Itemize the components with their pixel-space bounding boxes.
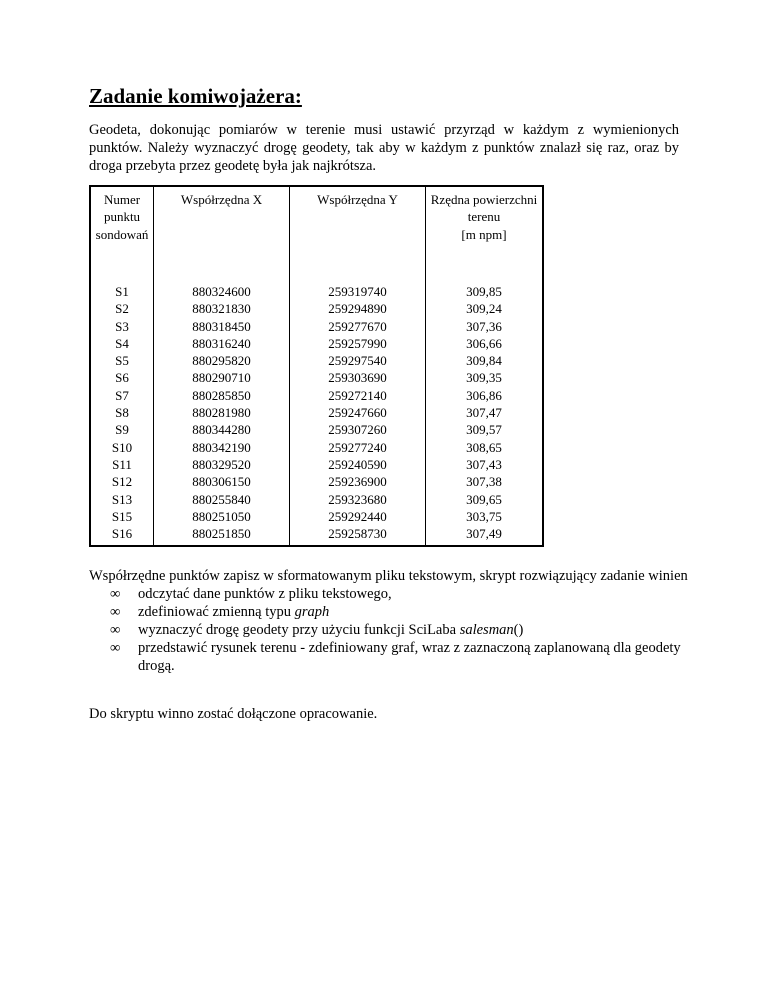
- table-header-row: [90, 186, 543, 283]
- cell-coord-x: 880329520: [192, 456, 251, 472]
- infinity-bullet-icon: ∞: [110, 604, 121, 620]
- cell-elevation: 309,65: [466, 491, 502, 507]
- requirement-item: [89, 585, 689, 603]
- cell-coord-y: 259257990: [328, 335, 387, 351]
- closing-note: Do skryptu winno zostać dołączone opracowanie.: [89, 706, 378, 722]
- cell-coord-x: 880344280: [192, 422, 251, 438]
- infinity-bullet-icon: ∞: [110, 586, 121, 602]
- cell-point-id: S1: [115, 284, 129, 299]
- header-point-number: Numer punktu sondowań: [90, 186, 154, 283]
- cell-coord-x: 880281980: [192, 405, 251, 421]
- page-title: Zadanie komiwojażera:: [89, 84, 302, 108]
- requirement-text: zdefiniować zmienną typu: [138, 604, 295, 620]
- cell-coord-y: 259236900: [328, 474, 387, 490]
- cell-elevation: 309,85: [466, 284, 502, 299]
- cell-coord-x: 880318450: [192, 318, 251, 334]
- requirement-text: odczytać dane punktów z pliku tekstowego,: [138, 586, 392, 602]
- intro-paragraph: Geodeta, dokonując pomiarów w terenie musi ustawić przyrząd w każdym z wymienionych punktów. Należy wyznaczyć drogę geodety, tak aby w każdym z punktów znalazł się raz, oraz by droga przebyta przez geodetę była jak najkrótsza.: [89, 122, 679, 174]
- cell-coord-x: 880255840: [192, 491, 251, 507]
- cell-elevation: 309,35: [466, 370, 502, 386]
- table-bottom-spacer: [90, 542, 543, 546]
- cell-point-id: S16: [111, 526, 133, 542]
- cell-elevation: 306,86: [466, 387, 502, 403]
- requirements-list: [89, 585, 689, 675]
- cell-point-id: S8: [115, 405, 129, 421]
- cell-coord-x: 880285850: [192, 387, 251, 403]
- cell-point-id: S3: [115, 318, 129, 334]
- requirement-emphasis: graph: [294, 604, 330, 620]
- cell-point-id: S2: [115, 301, 129, 317]
- cell-point-id: S11: [112, 456, 132, 472]
- cell-point-id: S9: [115, 422, 129, 438]
- requirement-tail: (): [513, 622, 524, 638]
- cell-elevation: 309,57: [466, 422, 502, 438]
- cell-coord-y: 259319740: [328, 284, 387, 299]
- cell-point-id: S12: [111, 474, 133, 490]
- cell-point-id: S10: [111, 439, 133, 455]
- requirement-emphasis: salesman: [459, 622, 514, 638]
- requirement-text: wyznaczyć drogę geodety przy użyciu funkcji SciLaba: [138, 622, 460, 638]
- cell-point-id: S13: [111, 491, 133, 507]
- cell-elevation: 309,24: [466, 301, 502, 317]
- infinity-bullet-icon: ∞: [110, 622, 121, 638]
- requirements-section: [89, 567, 689, 675]
- cell-point-id: S5: [115, 353, 129, 369]
- cell-coord-x: 880290710: [192, 370, 251, 386]
- cell-elevation: 307,38: [466, 474, 502, 490]
- table-body: [90, 283, 543, 542]
- cell-elevation: 303,75: [466, 508, 502, 524]
- cell-point-id: S15: [111, 508, 133, 524]
- requirements-lead: Współrzędne punktów zapisz w sformatowanym pliku tekstowym, skrypt rozwiązujący zadanie winien: [89, 568, 688, 584]
- header-coord-y: Współrzędna Y: [290, 186, 426, 283]
- cell-elevation: 307,47: [466, 405, 502, 421]
- cell-coord-x: 880316240: [192, 335, 251, 351]
- cell-elevation: 307,43: [466, 456, 502, 472]
- cell-coord-y: 259247660: [328, 405, 387, 421]
- cell-coord-x: 880306150: [192, 474, 251, 490]
- cell-elevation: 307,36: [466, 318, 502, 334]
- requirement-text: przedstawić rysunek terenu - zdefiniowany graf, wraz z zaznaczoną zaplanowaną dla geodety drogą.: [138, 640, 681, 674]
- cell-coord-y: 259297540: [328, 353, 387, 369]
- cell-coord-y: 259294890: [328, 301, 387, 317]
- column-coord-y: [290, 283, 426, 542]
- infinity-bullet-icon: ∞: [110, 640, 121, 656]
- cell-point-id: S4: [115, 335, 129, 351]
- cell-coord-y: 259292440: [328, 508, 387, 524]
- column-point-ids: [90, 283, 154, 542]
- cell-coord-y: 259272140: [328, 387, 387, 403]
- cell-elevation: 306,66: [466, 335, 502, 351]
- header-coord-x: Współrzędna X: [154, 186, 290, 283]
- cell-coord-y: 259240590: [328, 456, 387, 472]
- cell-coord-y: 259277240: [328, 439, 387, 455]
- requirement-item: [89, 639, 689, 675]
- requirement-item: [89, 621, 689, 639]
- cell-coord-y: 259307260: [328, 422, 387, 438]
- cell-point-id: S7: [115, 387, 129, 403]
- cell-coord-x: 880342190: [192, 439, 251, 455]
- cell-coord-x: 880295820: [192, 353, 251, 369]
- cell-coord-y: 259323680: [328, 491, 387, 507]
- cell-elevation: 307,49: [466, 526, 502, 542]
- column-elevation: [426, 283, 544, 542]
- cell-elevation: 308,65: [466, 439, 502, 455]
- cell-coord-x: 880251850: [192, 526, 251, 542]
- cell-elevation: 309,84: [466, 353, 502, 369]
- cell-point-id: S6: [115, 370, 129, 386]
- cell-coord-x: 880324600: [192, 284, 251, 299]
- requirement-item: [89, 603, 689, 621]
- cell-coord-x: 880321830: [192, 301, 251, 317]
- cell-coord-y: 259277670: [328, 318, 387, 334]
- header-elevation: Rzędna powierzchni terenu [m npm]: [426, 186, 544, 283]
- column-coord-x: [154, 283, 290, 542]
- cell-coord-x: 880251050: [192, 508, 251, 524]
- survey-points-table: [89, 185, 544, 547]
- cell-coord-y: 259303690: [328, 370, 387, 386]
- cell-coord-y: 259258730: [328, 526, 387, 542]
